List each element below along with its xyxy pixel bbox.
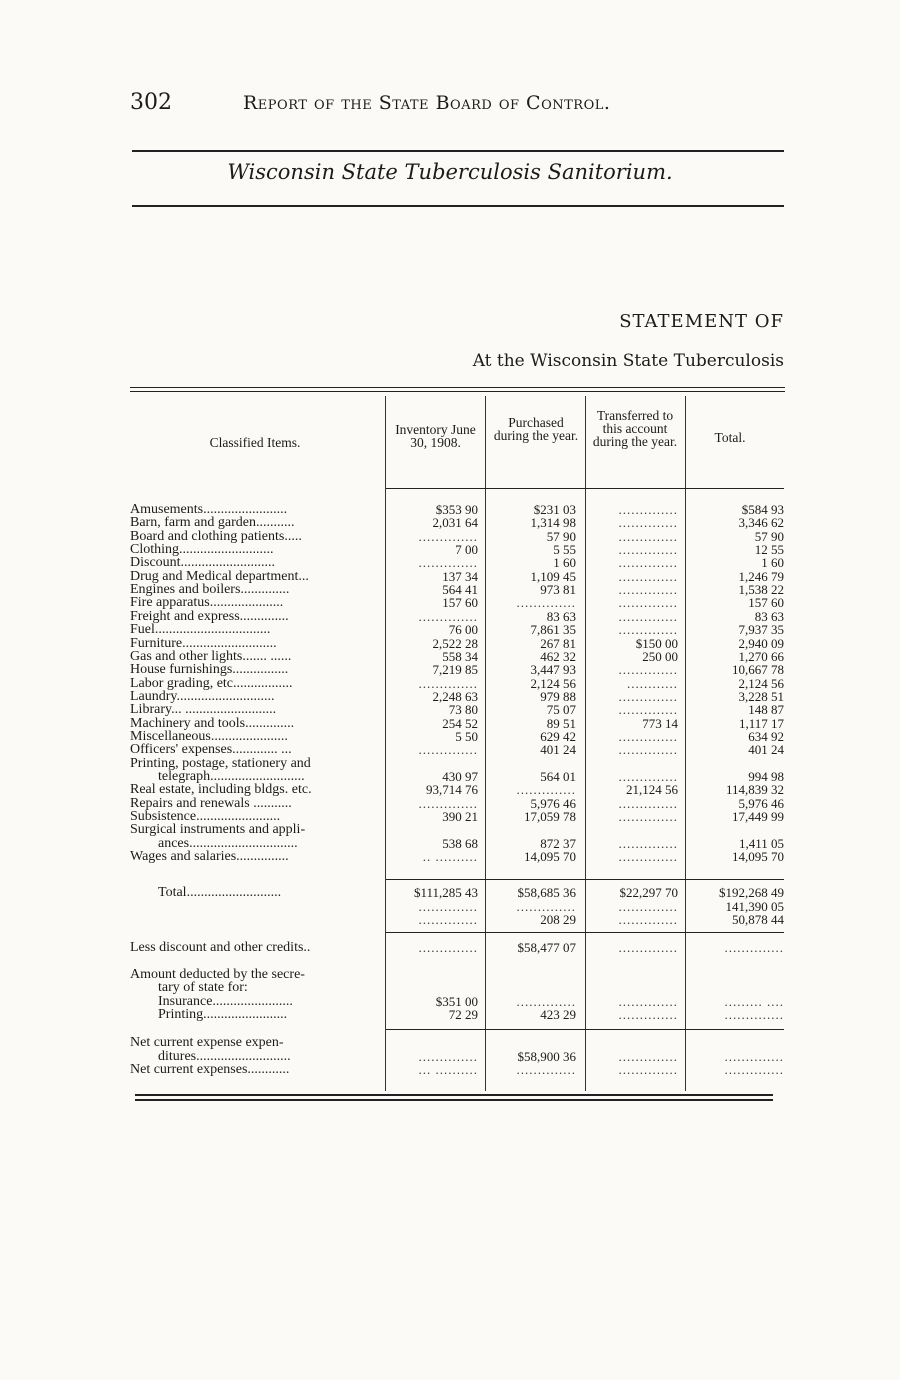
cell-purchased: 979 88 [540,688,576,704]
total-label: Total........................... [158,886,282,900]
cell-purchased: 14,095 70 [524,849,576,865]
statement-subheading: At the Wisconsin State Tuberculosis [472,351,784,371]
cell-transferred: .............. [618,769,678,784]
cell-purchased: 1,109 45 [530,568,576,584]
deducted-heading-line-1: Amount deducted by the secre- [130,968,305,982]
cell-total: 994 98 [748,769,784,784]
cell-inventory: .............. [418,528,478,544]
printing-label: Printing........................ [158,1008,288,1022]
cell-transferred: .............. [618,595,678,611]
cell-total: 14,095 70 [732,849,784,865]
cell-total: 148 87 [748,702,784,718]
cell-inventory: .............. [418,795,478,811]
cell-inventory: 564 41 [442,582,478,598]
table-row [130,503,785,516]
cell-total: 401 24 [748,742,784,758]
table-row [130,717,785,730]
insurance-purchased: .............. [516,994,576,1009]
cell-inventory: 5 50 [455,728,478,744]
total-extra-row [130,913,785,926]
table-row [130,850,785,863]
cell-transferred: .............. [618,542,678,558]
cell-transferred: 773 14 [642,715,678,731]
table-row [130,530,785,543]
cell-transferred: .............. [618,515,678,531]
net-expend-label: ditures........................... [158,1050,291,1064]
row-label: Surgical instruments and appli- [130,823,306,837]
row-label: Library... .......................... [130,703,277,717]
cell-inventory: 390 21 [442,809,478,825]
table-row [130,770,785,783]
cell-transferred: .............. [618,555,678,571]
cell-transferred: .............. [618,622,678,638]
net-expenses-total: .............. [724,1062,784,1077]
less-discount-purchased: $58,477 07 [517,940,576,955]
cell-total: 5,976 46 [738,795,784,811]
table-row [130,783,785,796]
table-row [130,516,785,529]
row-label: Miscellaneous...................... [130,729,288,744]
cell-purchased: 267 81 [540,635,576,651]
cell-transferred: 250 00 [642,648,678,664]
cell-transferred: $150 00 [635,635,678,651]
cell-transferred: .............. [618,528,678,544]
table-row [130,583,785,596]
cell-total: 2,940 09 [738,635,784,651]
row-label: Wages and salaries............... [130,850,289,864]
deducted-heading-row [130,981,785,994]
cell-transferred: .............. [618,795,678,811]
cell-total: 10,667 78 [732,662,784,678]
cell-purchased: 5,976 46 [530,795,576,811]
total-total: $192,268 49 [719,885,784,900]
cell-purchased: 629 42 [540,728,576,744]
discount-rule [386,932,784,933]
header-rule-bottom [132,205,784,207]
institution-title: Wisconsin State Tuberculosis Sanitorium. [227,160,673,184]
cell-inventory: 76 00 [448,622,478,638]
cell-transferred: .............. [618,835,678,851]
cell-purchased: 462 32 [540,648,576,664]
cell-total: 1,538 22 [738,582,784,598]
header-rule-top [132,150,784,152]
cell-purchased: .............. [516,782,576,798]
table-rule-bottom-2 [135,1099,773,1101]
row-label: Drug and Medical department... [130,569,309,584]
cell-total: 3,346 62 [738,515,784,531]
cell-total: 1 60 [761,555,784,571]
row-label: Fuel................................. [130,623,271,637]
row-label: Printing, postage, stationery and [130,756,311,770]
row-label: Real estate, including bldgs. etc. [130,783,312,797]
row-label: Machinery and tools.............. [130,716,295,730]
table-row [130,570,785,583]
cell-purchased: 1,314 98 [530,515,576,531]
cell-inventory: .............. [418,675,478,691]
cell-inventory: 2,031 64 [432,515,478,531]
cell-total: 2,124 56 [738,675,784,691]
cell-inventory: $353 90 [435,502,478,517]
row-label: Officers' expenses............. ... [130,743,292,757]
cell-total: 17,449 99 [732,809,784,825]
cell-inventory: 7,219 85 [432,662,478,678]
cell-purchased: 1 60 [553,555,576,571]
row-label: Discount........................... [130,556,276,570]
column-header-total: Total. [714,430,746,445]
table-row [130,596,785,609]
column-header-purchased: Purchased during the year. [493,415,579,443]
insurance-total: ......... .... [724,994,784,1009]
net-expend-purchased: $58,900 36 [517,1049,576,1064]
cell-purchased: 2,124 56 [530,675,576,691]
cell-inventory: .............. [418,608,478,624]
row-label: Clothing........................... [130,543,274,557]
row-label: Labor grading, etc................. [130,676,293,690]
cell-purchased: 7,861 35 [530,622,576,638]
cell-purchased: 564 01 [540,769,576,784]
cell-purchased: 57 90 [546,528,576,544]
table-row [130,650,785,663]
net-expend-heading: Net current expense expen- [130,1036,284,1050]
cell-total: 1,270 66 [738,648,784,664]
running-title: Report of the State Board of Control. [243,92,611,114]
table-row [130,637,785,650]
cell-total: 57 90 [754,528,784,544]
cell-purchased: 17,059 78 [524,809,576,825]
total-extra-total: 50,878 44 [732,912,784,927]
printing-row [130,1008,785,1021]
total-extra-inventory: .............. [418,899,478,914]
column-header-transferred: Transferred to this account during the year. [592,408,678,449]
net-expend-heading-row [130,1036,785,1049]
cell-total: 1,411 05 [738,835,784,851]
cell-transferred: .............. [618,568,678,584]
cell-total: 114,839 32 [725,782,784,798]
cell-total: 1,117 17 [738,715,784,731]
table-row [130,690,785,703]
total-extra-inventory: .............. [418,912,478,927]
cell-transferred: .............. [618,728,678,744]
net-expenses-inventory: ... .......... [418,1062,478,1077]
cell-transferred: .............. [618,608,678,624]
total-row [130,886,785,899]
cell-transferred: .............. [618,849,678,865]
cell-inventory: 2,522 28 [432,635,478,651]
cell-inventory: .. .......... [422,849,478,865]
printing-total: .............. [724,1007,784,1022]
net-expend-inventory: .............. [418,1049,478,1064]
total-extra-purchased: .............. [516,899,576,914]
cell-inventory: 430 97 [442,769,478,784]
cell-purchased: 401 24 [540,742,576,758]
row-label: Board and clothing patients..... [130,529,302,543]
table-row [130,663,785,676]
less-discount-inventory: .............. [418,940,478,955]
total-extra-transferred: .............. [618,899,678,914]
cell-purchased: 872 37 [540,835,576,851]
less-discount-total: .............. [724,940,784,955]
cell-transferred: 21,124 56 [626,782,678,798]
total-purchased: $58,685 36 [517,885,576,900]
total-inventory: $111,285 43 [413,885,478,900]
cell-inventory: 558 34 [442,648,478,664]
table-row [130,823,785,836]
insurance-label: Insurance....................... [158,995,293,1009]
statement-heading: STATEMENT OF [619,311,784,332]
row-label: Repairs and renewals ........... [130,796,292,810]
total-extra-purchased: 208 29 [540,912,576,927]
cell-inventory: 7 00 [455,542,478,558]
row-label: House furnishings................ [130,663,289,677]
total-transferred: $22,297 70 [619,885,678,900]
cell-purchased: 5 55 [553,542,576,558]
cell-inventory: .............. [418,742,478,758]
net-rule [386,1029,784,1030]
cell-transferred: .............. [618,702,678,718]
less-discount-label: Less discount and other credits.. [130,941,311,955]
total-extra-transferred: .............. [618,912,678,927]
cell-total: $584 93 [741,502,784,517]
cell-purchased: .............. [516,595,576,611]
header-underline [386,488,784,489]
table-row [130,730,785,743]
table-row [130,810,785,823]
row-label: Subsistence........................ [130,810,281,824]
cell-total: 12 55 [754,542,784,558]
row-label: telegraph........................... [158,770,305,784]
insurance-inventory: $351 00 [435,994,478,1009]
cell-inventory: 2,248 63 [432,688,478,704]
cell-inventory: 538 68 [442,835,478,851]
cell-total: 1,246 79 [738,568,784,584]
cell-inventory: 93,714 76 [426,782,478,798]
cell-inventory: 254 52 [442,715,478,731]
cell-total: 3,228 51 [738,688,784,704]
cell-total: 7,937 35 [738,622,784,638]
column-header-items: Classified Items. [209,435,301,450]
less-discount-transferred: .............. [618,940,678,955]
cell-inventory: 73 80 [448,702,478,718]
table-row [130,543,785,556]
cell-inventory: .............. [418,555,478,571]
net-expend-transferred: .............. [618,1049,678,1064]
table-row [130,556,785,569]
cell-inventory: 157 60 [442,595,478,611]
printing-purchased: 423 29 [540,1007,576,1022]
cell-total: 157 60 [748,595,784,611]
table-row [130,743,785,756]
cell-transferred: .............. [618,688,678,704]
table-row [130,837,785,850]
table-row [130,757,785,770]
net-expend-total: .............. [724,1049,784,1064]
total-rule [386,879,784,880]
cell-inventory: 137 34 [442,568,478,584]
net-expenses-row [130,1063,785,1076]
row-label: Fire apparatus..................... [130,596,284,610]
table-row [130,703,785,716]
row-label: Gas and other lights....... ...... [130,649,292,664]
cell-transferred: ............ [627,675,678,691]
less-discount-row [130,941,785,954]
row-label: Amusements........................ [130,503,288,517]
insurance-transferred: .............. [618,994,678,1009]
row-label: Engines and boilers.............. [130,583,290,597]
cell-transferred: .............. [618,662,678,678]
total-extra-total: 141,390 05 [725,899,784,914]
column-header-inventory: Inventory June 30, 1908. [395,422,476,450]
cell-purchased: 89 51 [546,715,576,731]
printing-transferred: .............. [618,1007,678,1022]
deducted-heading-line-2: tary of state for: [158,981,248,995]
table-rule-bottom-1 [135,1094,773,1096]
table-rule-top-1 [130,387,785,388]
cell-total: 634 92 [748,728,784,744]
page-number: 302 [130,90,172,115]
cell-purchased: 83 63 [546,608,576,624]
row-label: ances............................... [158,836,298,851]
cell-transferred: .............. [618,582,678,598]
table-row [130,610,785,623]
row-label: Barn, farm and garden........... [130,516,295,530]
row-label: Freight and express.............. [130,609,289,624]
row-label: Furniture........................... [130,636,277,650]
net-expenses-label: Net current expenses............ [130,1063,290,1077]
cell-transferred: .............. [618,502,678,517]
cell-purchased: 973 81 [540,582,576,598]
cell-purchased: $231 03 [533,502,576,517]
cell-purchased: 3,447 93 [530,662,576,678]
table-row [130,623,785,636]
deducted-heading-row [130,968,785,981]
row-label: Laundry............................ [130,689,275,704]
net-expenses-transferred: .............. [618,1062,678,1077]
cell-purchased: 75 07 [546,702,576,718]
net-expenses-purchased: .............. [516,1062,576,1077]
cell-transferred: .............. [618,809,678,825]
table-row [130,797,785,810]
cell-transferred: .............. [618,742,678,758]
cell-total: 83 63 [754,608,784,624]
table-row [130,677,785,690]
printing-inventory: 72 29 [448,1007,478,1022]
table-rule-top-2 [130,391,785,392]
